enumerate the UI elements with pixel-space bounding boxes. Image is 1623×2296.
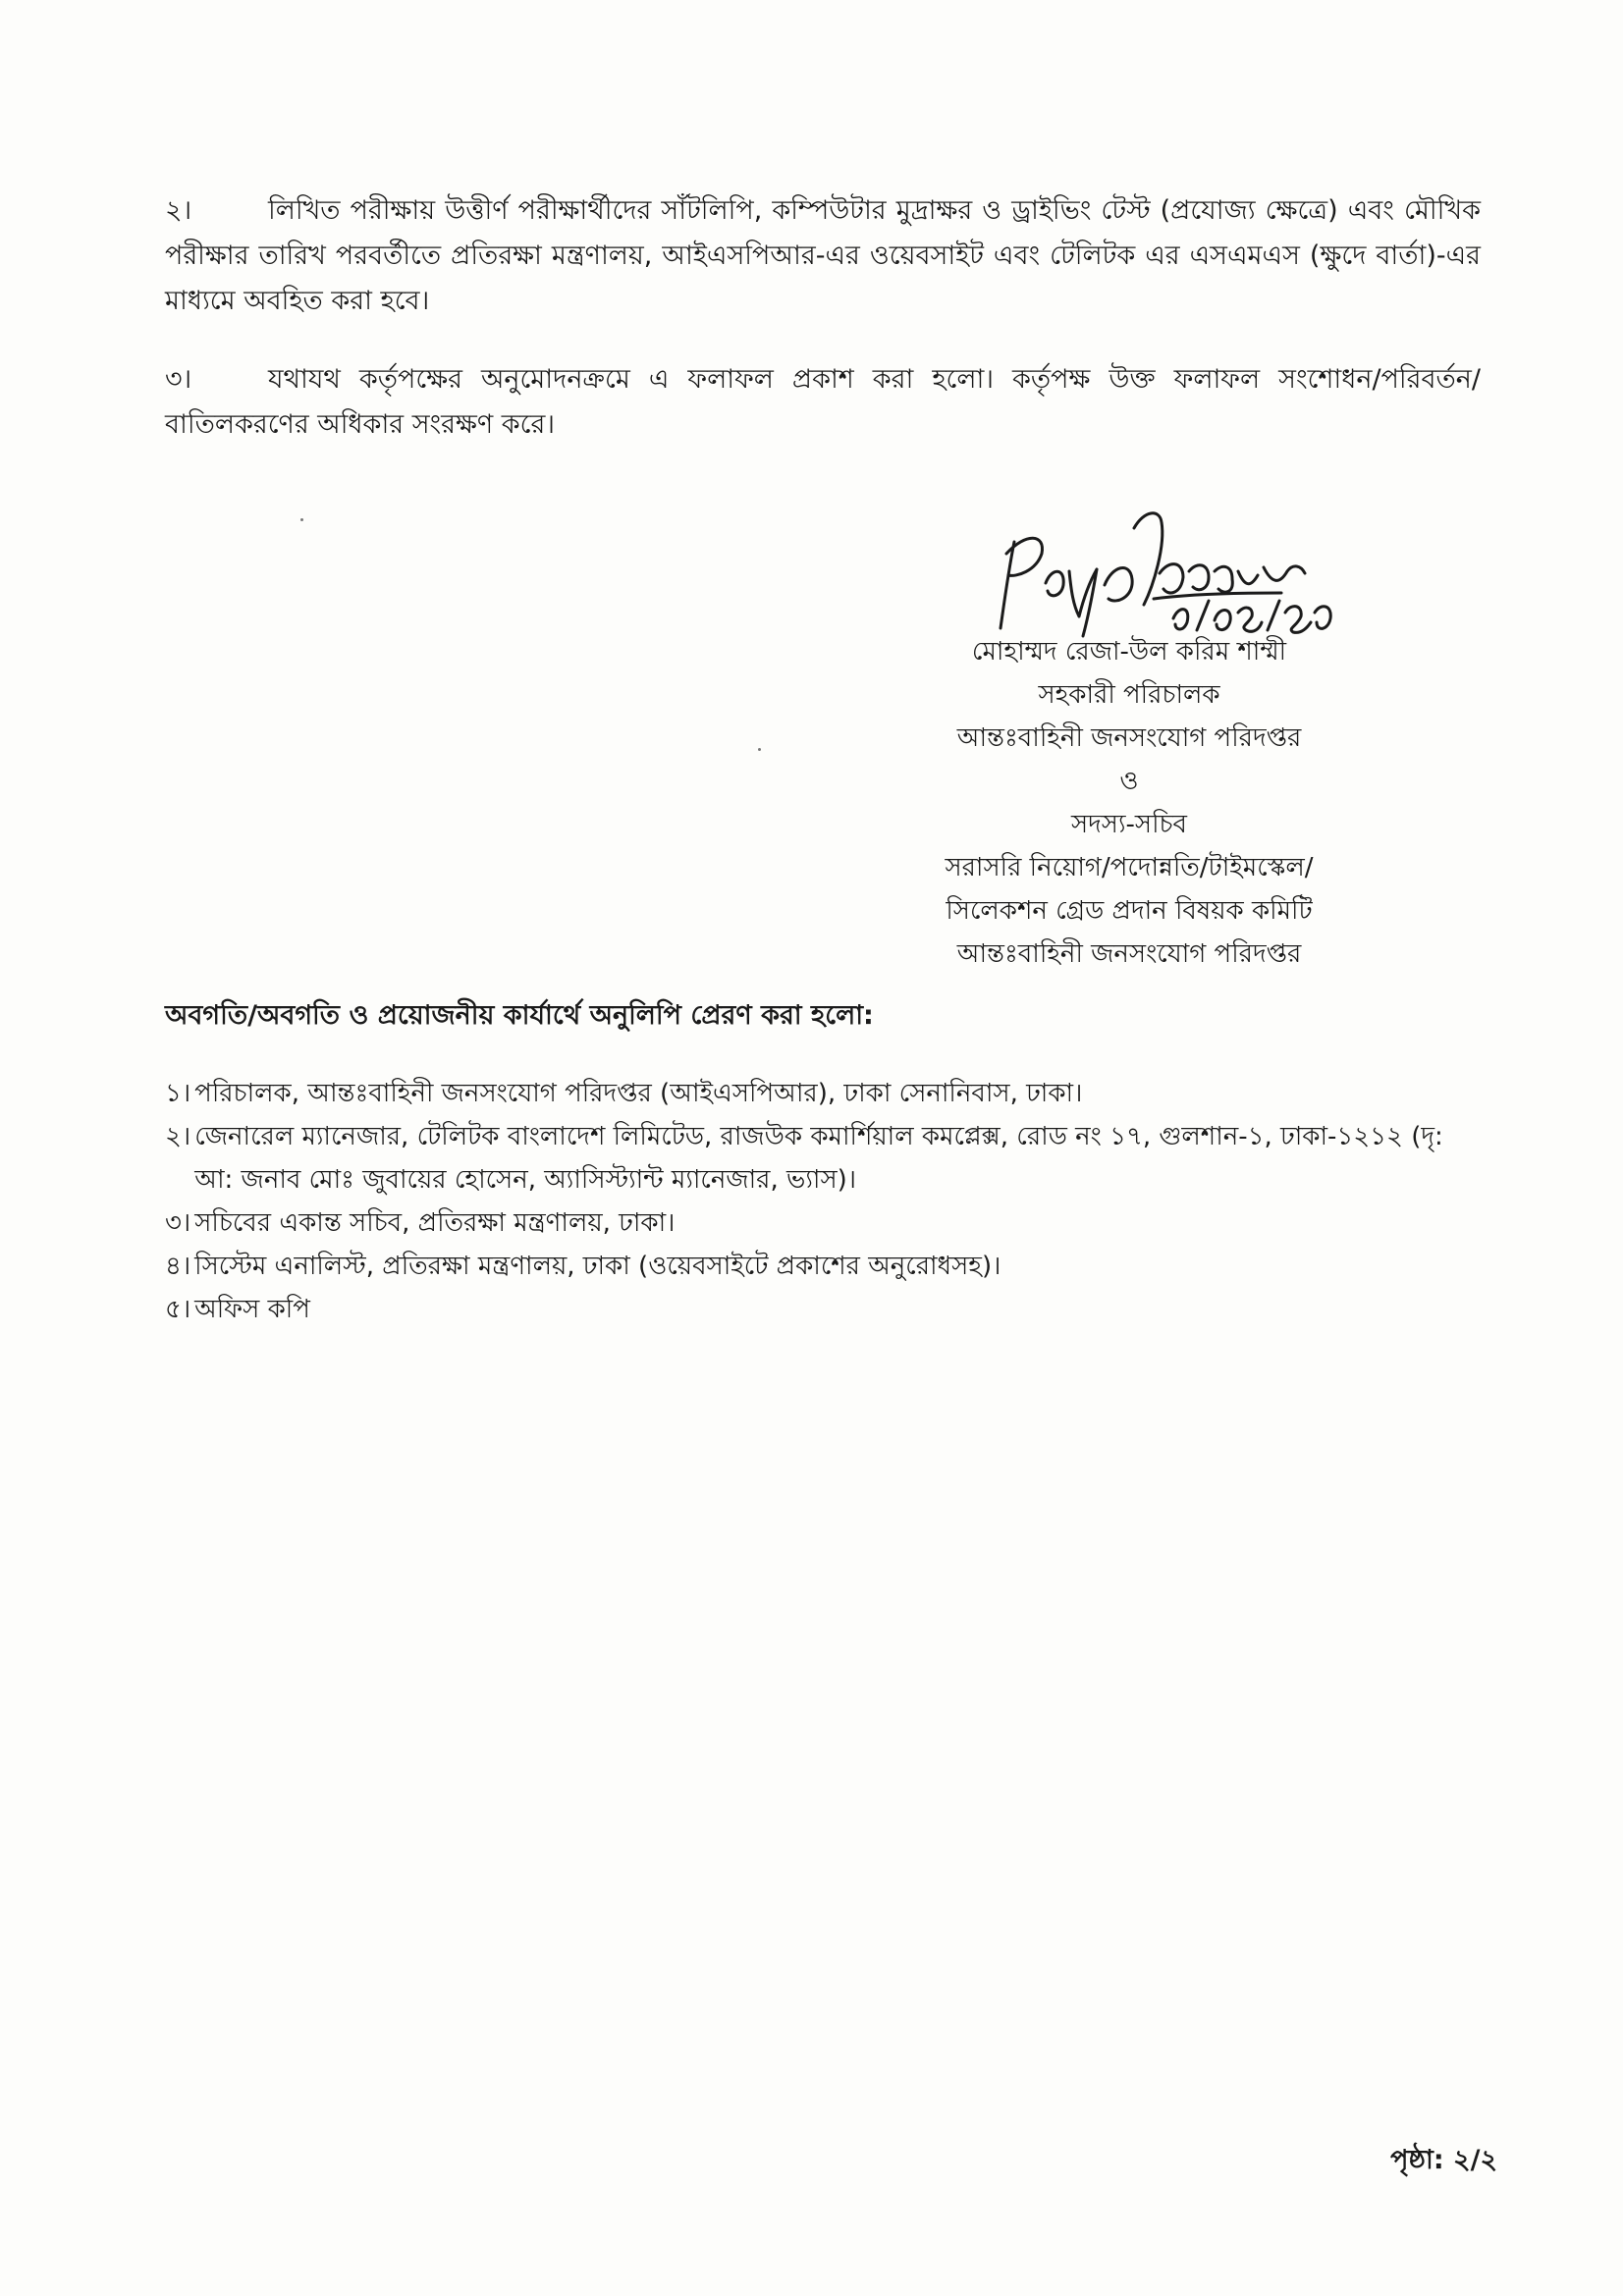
distribution-item-number: ৪। [165, 1252, 191, 1281]
distribution-item-4 [165, 1245, 1471, 1288]
signature-block [864, 630, 1394, 976]
scan-speck [758, 748, 761, 751]
signature-drawing [987, 503, 1340, 640]
paragraph-2-text: লিখিত পরীক্ষায় উত্তীর্ণ পরীক্ষার্থীদের সাঁটলিপি, কম্পিউটার মুদ্রাক্ষর ও ড্রাইভিং টেস্ট (প্রযোজ্য ক্ষেত্রে) এবং মৌখিক পরীক্ষার তারিখ পরবর্তীতে প্রতিরক্ষা মন্ত্রণালয়, আইএসপিআর-এর ওয়েবসাইট এবং টেলিটক এর এসএমএস (ক্ষুদে বার্তা)-এর মাধ্যমে অবহিত করা হবে। [165, 195, 1481, 316]
signatory-role: সদস্য-সচিব [1070, 810, 1188, 839]
signatory-designation: সহকারী পরিচালক [1038, 680, 1220, 710]
paragraph-2-number: ২। [165, 195, 192, 226]
committee-office: আন্তঃবাহিনী জনসংযোগ পরিদপ্তর [956, 939, 1302, 969]
signatory-office: আন্তঃবাহিনী জনসংযোগ পরিদপ্তর [956, 723, 1302, 753]
distribution-item-1 [165, 1072, 1471, 1115]
distribution-item-number: ১। [165, 1079, 191, 1108]
distribution-item-5 [165, 1288, 1471, 1331]
distribution-list [165, 1072, 1471, 1331]
distribution-item-3 [165, 1201, 1471, 1245]
distribution-item-text: অফিস কপি [194, 1295, 310, 1324]
distribution-item-text: সচিবের একান্ত সচিব, প্রতিরক্ষা মন্ত্রণালয়, ঢাকা। [194, 1208, 676, 1238]
paragraph-2 [165, 188, 1481, 324]
distribution-item-number: ৫। [165, 1295, 191, 1324]
signatory-conjunction: ও [1119, 767, 1139, 796]
distribution-item-number: ২। [165, 1122, 191, 1151]
committee-line-1: সরাসরি নিয়োগ/পদোন্নতি/টাইমস্কেল/ [945, 853, 1314, 882]
distribution-item-text: পরিচালক, আন্তঃবাহিনী জনসংযোগ পরিদপ্তর (আইএসপিআর), ঢাকা সেনানিবাস, ঢাকা। [194, 1079, 1083, 1108]
paragraph-3-text: যথাযথ কর্তৃপক্ষের অনুমোদনক্রমে এ ফলাফল প্রকাশ করা হলো। কর্তৃপক্ষ উক্ত ফলাফল সংশোধন/পরিবর্তন/বাতিলকরণের অধিকার সংরক্ষণ করে। [165, 364, 1481, 440]
committee-line-2: সিলেকশন গ্রেড প্রদান বিষয়ক কমিটি [946, 896, 1313, 926]
scan-speck [300, 518, 303, 521]
signatory-name: মোহাম্মদ রেজা-উল করিম শাম্মী [971, 637, 1287, 667]
paragraph-3 [165, 357, 1481, 448]
distribution-item-2 [165, 1115, 1471, 1201]
page-number: পৃষ্ঠা: ২/২ [1390, 2145, 1497, 2175]
distribution-item-number: ৩। [165, 1208, 191, 1238]
paragraph-3-number: ৩। [165, 364, 192, 395]
distribution-item-text: সিস্টেম এনালিস্ট, প্রতিরক্ষা মন্ত্রণালয়, ঢাকা (ওয়েবসাইটে প্রকাশের অনুরোধসহ)। [194, 1252, 1001, 1281]
distribution-heading: অবগতি/অবগতি ও প্রয়োজনীয় কার্যার্থে অনুলিপি প্রেরণ করা হলো: [165, 1000, 874, 1031]
handwritten-signature [987, 503, 1340, 640]
distribution-item-text: জেনারেল ম্যানেজার, টেলিটক বাংলাদেশ লিমিটেড, রাজউক কমার্শিয়াল কমপ্লেক্স, রোড নং ১৭, গুলশান-১, ঢাকা-১২১২ (দৃ: আ: জনাব মোঃ জুবায়ের হোসেন, অ্যাসিস্ট্যান্ট ম্যানেজার, ভ্যাস)। [194, 1122, 1443, 1195]
